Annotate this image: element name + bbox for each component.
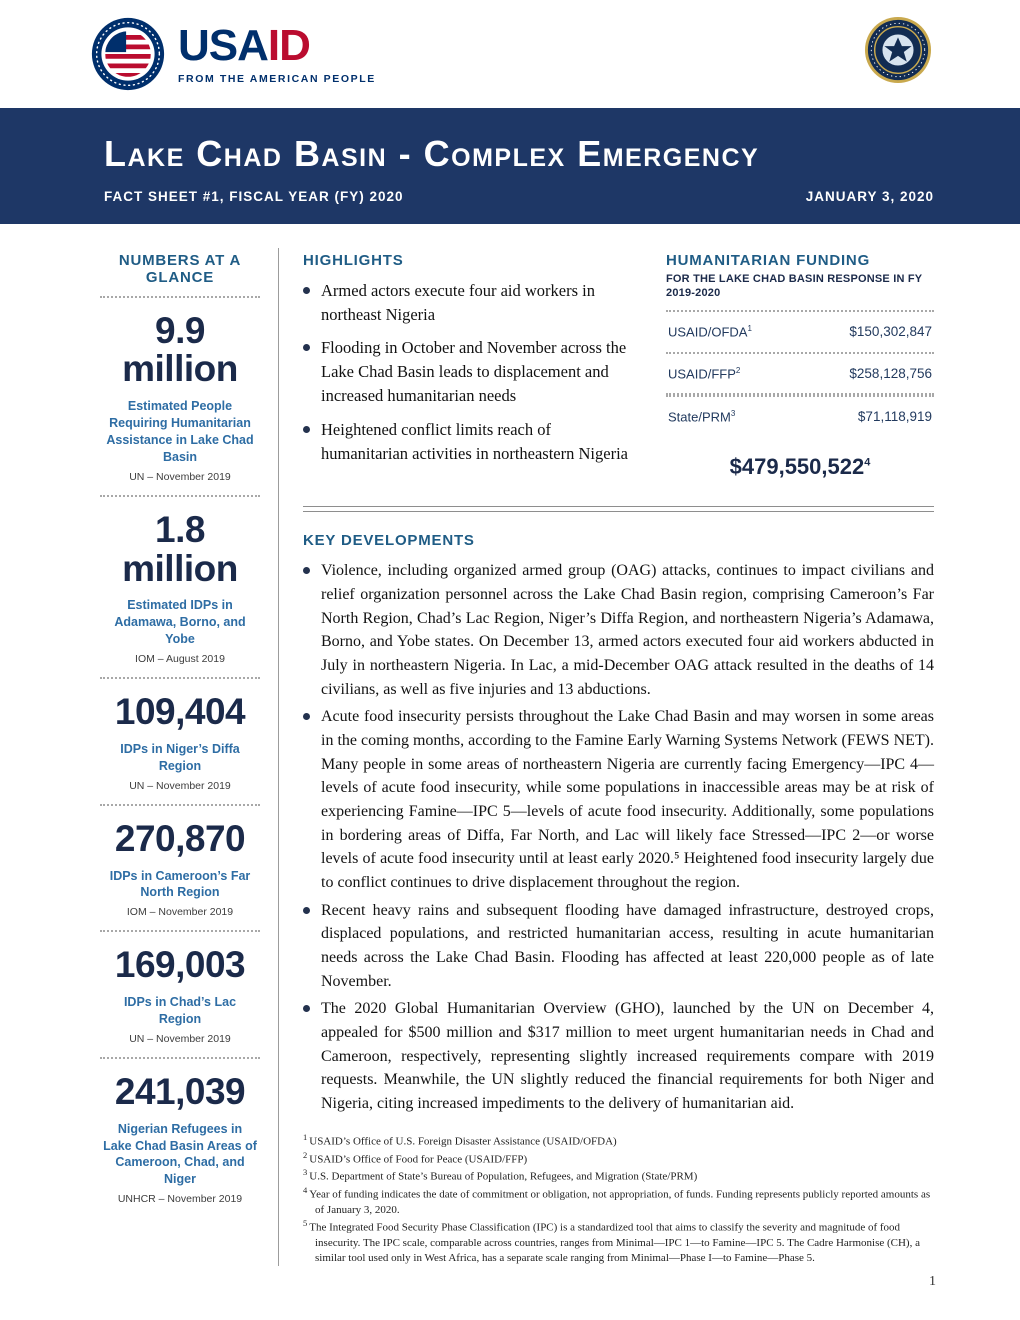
key-development-item — [303, 899, 934, 994]
stat-value: 241,039 — [114, 1070, 246, 1112]
funding-label: State/PRM$^3$ — [668, 408, 736, 425]
highlight-text: Armed actors execute four aid workers in northeast Nigeria — [321, 280, 595, 324]
funding-amount: $71,118,919 — [857, 409, 932, 425]
header — [0, 0, 1020, 96]
funding-subheading: FOR THE LAKE CHAD BASIN RESPONSE IN FY 2019-2020 — [666, 272, 923, 300]
fact-sheet-label: FACT SHEET #1, FISCAL YEAR (FY) 2020 — [104, 188, 404, 204]
key-developments-section — [303, 528, 934, 1119]
title-banner — [0, 108, 1020, 224]
stat-value: 109,404 — [114, 691, 246, 733]
stat-source: IOM – August 2019 — [135, 653, 225, 666]
funding-label: USAID/OFDA$^1$ — [668, 324, 752, 340]
bullet-icon — [303, 1005, 310, 1012]
stat-source: UN – November 2019 — [129, 470, 231, 483]
highlight-text: Heightened conflict limits reach of humanitarian activities in northeastern Nigeria — [321, 420, 628, 464]
footnote-number: 2 — [303, 1149, 308, 1160]
funding-amount: $150,302,847 — [849, 324, 932, 340]
usaid-brand-text — [178, 20, 376, 70]
funding-label: USAID/FFP$^2$ — [668, 365, 741, 381]
date-label: JANUARY 3, 2020 — [805, 188, 934, 204]
state-department-seal-icon — [864, 16, 932, 84]
key-development-item — [303, 559, 934, 701]
usaid-brand-part1: USA — [178, 20, 268, 70]
usaid-seal-icon — [90, 16, 166, 92]
stat-nigerian-refugees — [100, 1057, 260, 1217]
highlights-section — [303, 248, 666, 487]
footnote — [303, 1150, 934, 1168]
funding-heading: HUMANITARIAN FUNDING — [666, 251, 871, 269]
footnote-number: 4 — [303, 1185, 308, 1196]
key-development-text: Recent heavy rains and subsequent flooding have damaged infrastructure, destroyed crops, displaced populations, and restricted humanitarian access, resulting in acute humanitarian needs across the Lake Chad Basin. Flooding has affected at least 220,000 people as of late November. — [321, 901, 934, 990]
stat-value: 169,003 — [114, 944, 246, 986]
funding-row-ffp — [666, 352, 934, 395]
footnote — [303, 1132, 934, 1150]
bullet-icon — [303, 344, 310, 351]
footnote-text: USAID’s Office of U.S. Foreign Disaster Assistance (USAID/OFDA) — [309, 1135, 617, 1148]
key-development-item — [303, 997, 934, 1115]
usaid-logo — [90, 16, 376, 92]
funding-total: $479,550,522$^4$ — [729, 454, 871, 480]
bullet-icon — [303, 907, 310, 914]
numbers-at-a-glance-heading: NUMBERS AT A GLANCE — [118, 251, 242, 286]
footnote-text: The Integrated Food Security Phase Classification (IPC) is a standardized tool that aims to classify the severity and magnitude of food insecurity. The IPC scale, comparable across countries, ranges from Minimal—IPC 1—to Famine—IPC 5. The Cadre Harmonise (CH), a similar tool used only in West Africa, has a separate scale ranging from Minimal—Phase I—to Famine—Phase 5. — [309, 1221, 920, 1265]
stat-source: IOM – November 2019 — [126, 906, 234, 919]
stat-value: 270,870 — [114, 817, 246, 859]
footnote — [303, 1185, 934, 1218]
footnote-text: Year of funding indicates the date of commitment or obligation, not appropriation, of funds. Funding represents publicly reported amounts as of January 3, 2020. — [309, 1188, 931, 1217]
banner-subtitle-row — [104, 189, 934, 204]
stat-label: IDPs in Niger’s Diffa Region — [120, 741, 240, 773]
highlights-heading: HIGHLIGHTS — [303, 251, 404, 269]
footnote-marker: 1 — [747, 324, 752, 334]
section-divider — [303, 506, 934, 512]
highlight-item — [303, 418, 632, 466]
highlight-item — [303, 336, 632, 408]
stat-idps-lac — [100, 930, 260, 1057]
stat-label: Nigerian Refugees in Lake Chad Basin Areas of Cameroon, Chad, and Niger — [103, 1121, 257, 1187]
stat-value: 1.8 million — [122, 508, 238, 589]
key-developments-heading: KEY DEVELOPMENTS — [303, 532, 475, 550]
stat-source: UNHCR – November 2019 — [117, 1193, 243, 1206]
key-development-text: Acute food insecurity persists throughout the Lake Chad Basin and may worsen in some areas in the coming months, according to the Famine Early Warning Systems Network (FEWS NET). Many people in some areas of northeastern Nigeria are currently facing Emergency—IPC 4—levels of acute food insecurity, while some populations in inaccessible areas may be at risk of experiencing Famine—IPC 5—levels of acute food insecurity. Additionally, some populations in bordering areas of Diffa, Far North, and Lac will likely face Stressed—IPC 2—or worse levels of acute food insecurity until at least early 2020.⁵ Heightened food insecurity largely due to conflict continues to drive displacement throughout the region. — [321, 708, 934, 891]
footnote — [303, 1218, 934, 1266]
stat-label: Estimated People Requiring Humanitarian Assistance in Lake Chad Basin — [106, 399, 254, 464]
key-development-text: The 2020 Global Humanitarian Overview (GHO), launched by the UN on December 4, appealed for $500 million and $317 million to meet urgent humanitarian needs in Chad and Cameroon, respectively, representing slightly increased requirements compare with 2019 requests. Meanwhile, the UN slightly reduced the financial requirements for both Niger and Nigeria, citing increased impediments to the delivery of humanitarian aid. — [321, 1000, 934, 1113]
stat-source: UN – November 2019 — [129, 779, 231, 792]
page-title: Lake Chad Basin - Complex Emergency — [104, 133, 760, 174]
footnote-number: 1 — [303, 1131, 308, 1142]
highlight-text: Flooding in October and November across the Lake Chad Basin leads to displacement and increased humanitarian needs — [321, 338, 627, 406]
key-development-text: Violence, including organized armed group (OAG) attacks, continues to impact civilians and relief organization personnel across the Lake Chad Basin region, comprising Cameroon’s Far North Region, Chad’s Lac Region, Niger’s Diffa Region, and northeastern Nigeria’s Adamawa, Borno, and Yobe states. On December 13, armed actors executed four aid workers abducted in July in northeastern Nigeria. In Lac, a mid-December OAG attack resulted in the deaths of 14 civilians, as well as five injuries and 13 abductions. — [321, 562, 934, 698]
stat-idps-far-north — [100, 804, 260, 931]
main-column — [278, 248, 934, 1267]
bullet-icon — [303, 567, 310, 574]
footnote-marker: 3 — [730, 408, 736, 418]
stat-label: IDPs in Cameroon’s Far North Region — [109, 868, 251, 900]
key-development-item — [303, 705, 934, 894]
stat-idps-diffa — [100, 677, 260, 804]
content-columns — [0, 224, 1020, 1267]
highlight-item — [303, 279, 632, 327]
stat-label: IDPs in Chad’s Lac Region — [123, 995, 237, 1026]
bullet-icon — [303, 713, 310, 720]
stat-value: 9.9 million — [122, 309, 238, 390]
usaid-brand-part2: ID — [267, 20, 310, 70]
bullet-icon — [303, 426, 310, 433]
highlights-list — [303, 279, 632, 466]
bullet-icon — [303, 287, 310, 294]
stat-people-requiring-assistance — [100, 296, 260, 495]
numbers-at-a-glance-column — [100, 248, 278, 1267]
footnote-number: 5 — [303, 1218, 308, 1229]
funding-row-prm — [666, 395, 934, 436]
key-developments-list — [303, 559, 934, 1115]
footnote — [303, 1167, 934, 1185]
stat-label: Estimated IDPs in Adamawa, Borno, and Yobe — [114, 598, 246, 647]
humanitarian-funding-section — [666, 248, 934, 487]
footnote-marker: 4 — [864, 456, 871, 469]
footnote-text: USAID’s Office of Food for Peace (USAID/FFP) — [309, 1153, 528, 1166]
top-row — [303, 248, 934, 487]
footnote-marker: 2 — [735, 365, 741, 375]
footnote-number: 3 — [303, 1167, 308, 1178]
stat-idps-adamawa-borno-yobe — [100, 495, 260, 677]
usaid-tagline: FROM THE AMERICAN PEOPLE — [178, 72, 376, 85]
funding-amount: $258,128,756 — [849, 365, 932, 381]
funding-row-ofda — [666, 310, 934, 351]
usaid-wordmark — [178, 20, 376, 85]
page-number: 1 — [929, 1274, 936, 1289]
footnote-text: U.S. Department of State’s Bureau of Population, Refugees, and Migration (State/PRM) — [309, 1171, 698, 1184]
footnotes — [303, 1132, 934, 1267]
stat-source: UN – November 2019 — [129, 1032, 231, 1045]
